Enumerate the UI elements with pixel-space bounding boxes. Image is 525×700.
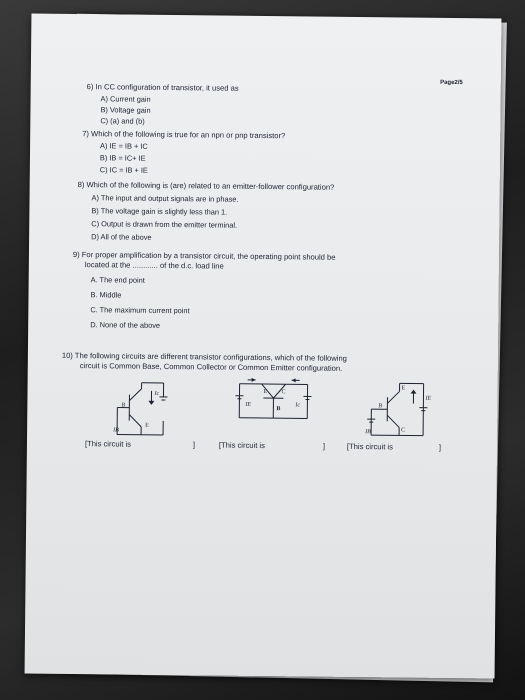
circuit-1-answer-blank-close: ] xyxy=(192,440,196,450)
transistor-circuit-1-diagram xyxy=(111,376,182,439)
question-6-option-c: C) (a) and (b) xyxy=(100,116,145,126)
question-7-option-b: B) IB = IC+ IE xyxy=(99,153,146,163)
question-9-option-a: A. The end point xyxy=(90,275,145,285)
circuit-3-answer-blank-close: ] xyxy=(438,442,442,452)
d3-base-current-label: IB xyxy=(365,429,371,436)
question-7-option-a: A) IE = IB + IC xyxy=(100,141,148,151)
question-8-option-d: D) All of the above xyxy=(91,232,152,242)
d2-base-label: B xyxy=(276,406,281,413)
d2-collector-label: C xyxy=(281,389,286,396)
circuit-1-answer-blank-open: [This circuit is xyxy=(84,439,132,449)
transistor-circuit-2-diagram xyxy=(233,376,314,427)
d1-base-label: B xyxy=(121,402,126,409)
question-8-option-a: A) The input and output signals are in phase. xyxy=(91,193,239,204)
d3-emitter-label: E xyxy=(401,385,406,392)
d1-collector-current-label: Ic xyxy=(154,390,160,397)
question-6-option-a: A) Current gain xyxy=(100,94,151,104)
question-7-stem: 7) Which of the following is true for an npn or pnp transistor? xyxy=(82,129,286,141)
question-8-option-c: C) Output is drawn from the emitter terminal. xyxy=(91,219,238,230)
circuit-2-answer-blank-open: [This circuit is xyxy=(218,440,266,451)
question-9-option-d: D. None of the above xyxy=(90,320,161,330)
question-9-stem-line2: located at the ............ of the d.c. load line xyxy=(84,260,224,271)
transistor-circuit-3-diagram xyxy=(363,377,436,442)
d2-collector-current-label: Ic xyxy=(295,402,301,409)
question-6-stem: 6) In CC configuration of transistor, it used as xyxy=(86,82,239,93)
circuit-3-answer-blank-open: [This circuit is xyxy=(346,441,393,452)
question-6-option-b: B) Voltage gain xyxy=(100,105,151,115)
d2-emitter-label: E xyxy=(263,389,268,396)
d3-collector-label: C xyxy=(401,427,406,434)
question-9-option-c: C. The maximum current point xyxy=(90,305,190,316)
exam-page xyxy=(25,14,502,679)
page-number: Page2/5 xyxy=(440,79,463,87)
d2-emitter-current-label: IE xyxy=(245,401,252,408)
question-8-stem: 8) Which of the following is (are) related to an emitter-follower configuration? xyxy=(77,180,335,192)
d3-base-label: B xyxy=(378,403,383,410)
question-10-stem-line2: circuit is Common Base, Common Collector or Common Emitter configuration. xyxy=(79,361,343,373)
question-9-stem-line1: 9) For proper amplification by a transistor circuit, the operating point should be xyxy=(72,250,336,262)
question-8-option-b: B) The voltage gain is slightly less than 1. xyxy=(91,206,228,217)
question-9-option-b: B. Middle xyxy=(90,290,122,300)
question-7-option-c: C) IC = IB + IE xyxy=(99,165,148,175)
question-10-stem-line1: 10) The following circuits are different transistor configurations, which of the following xyxy=(61,350,347,363)
d3-emitter-current-label: IE xyxy=(425,395,432,402)
d1-emitter-label: E xyxy=(145,422,149,429)
circuit-2-answer-blank-close: ] xyxy=(322,441,326,451)
d1-base-current-label: IB xyxy=(113,427,119,434)
